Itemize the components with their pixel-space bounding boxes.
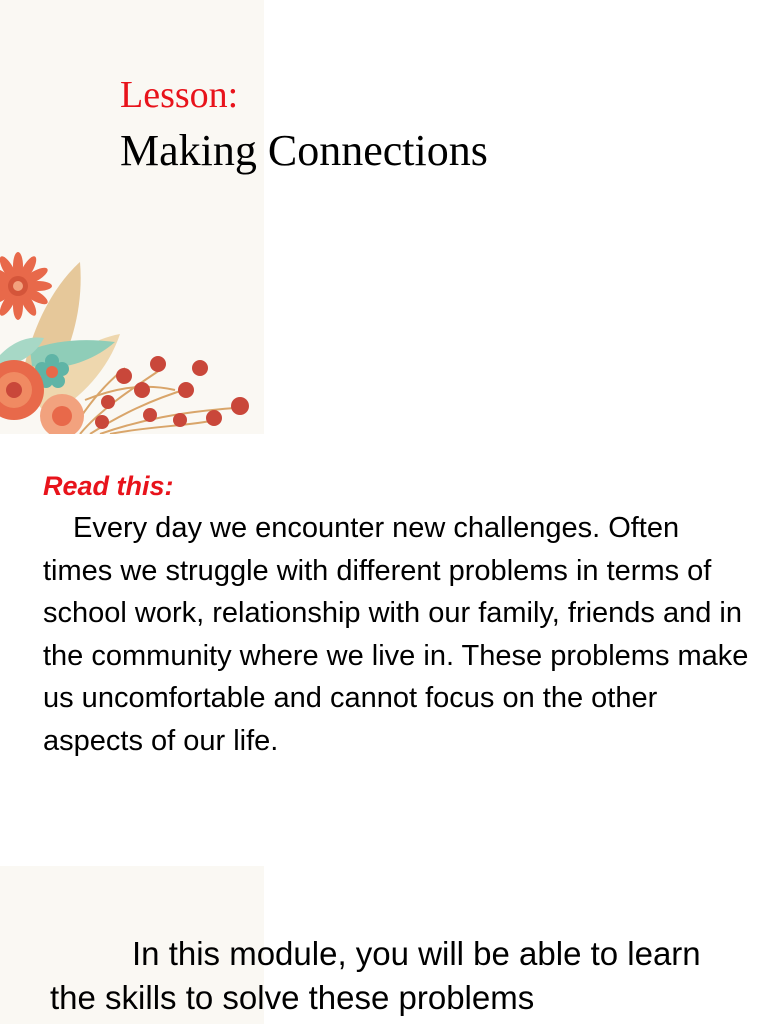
module-intro-text: In this module, you will be able to learn the skills to solve these problems <box>50 935 701 1016</box>
lesson-label: Lesson: <box>120 74 239 116</box>
lesson-title: Making Connections <box>120 126 488 175</box>
read-this-heading: Read this: <box>43 471 174 501</box>
floral-arrangement-icon <box>0 240 264 434</box>
title-slide <box>0 0 768 434</box>
read-this-body: Every day we encounter new challenges. Often times we struggle with different problems in terms of school work, relationship with our family, friends and in the community where we live in. These problems make us uncomfortable and cannot focus on the other aspects of our life. <box>43 512 749 757</box>
